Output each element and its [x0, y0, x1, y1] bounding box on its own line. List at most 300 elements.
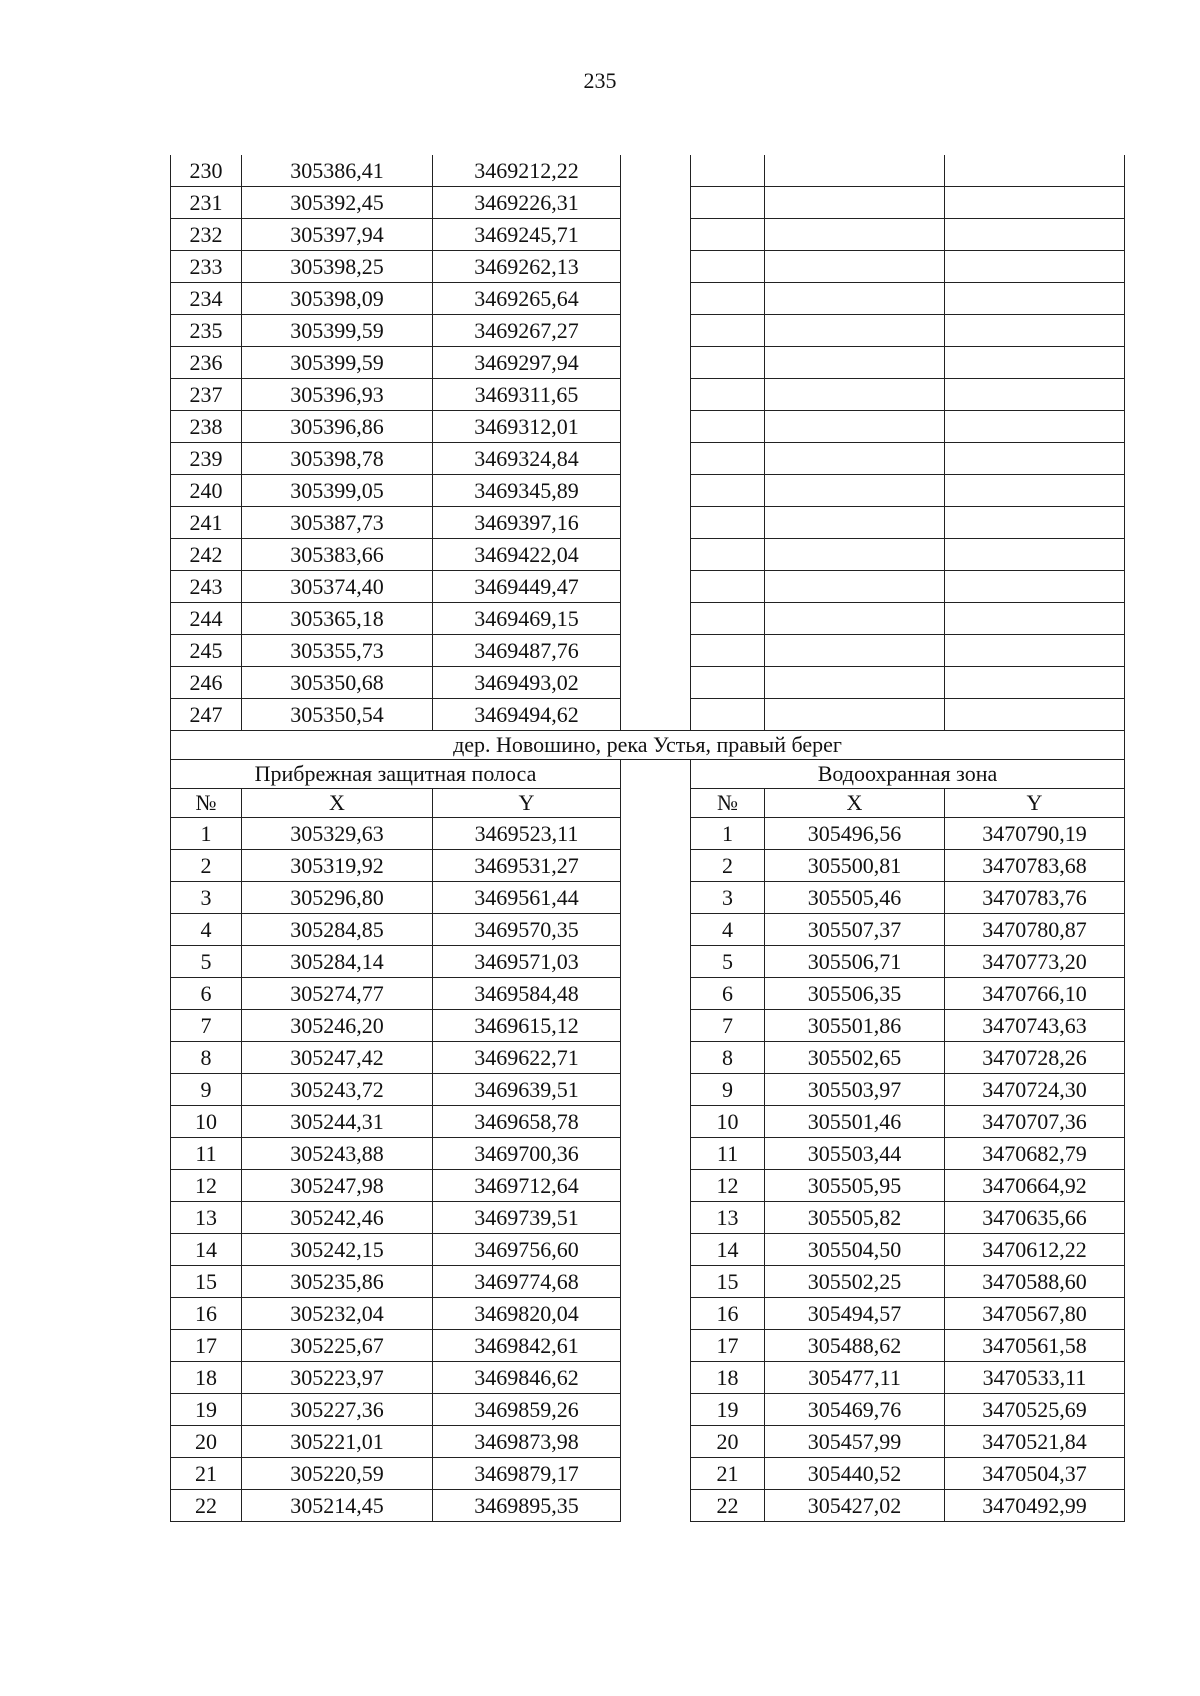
y-coordinate-cell: 3469846,62 [433, 1362, 621, 1394]
empty-cell [691, 443, 765, 475]
column-gap [621, 978, 691, 1010]
empty-cell [691, 283, 765, 315]
x-coordinate-cell: 305244,31 [242, 1106, 433, 1138]
empty-cell [765, 635, 945, 667]
x-coordinate-cell: 305383,66 [242, 539, 433, 571]
point-number-cell: 1 [691, 818, 765, 850]
table-row [171, 1074, 1125, 1106]
x-coordinate-cell: 305440,52 [765, 1458, 945, 1490]
table-row [171, 914, 1125, 946]
column-gap [621, 187, 691, 219]
x-coordinate-cell: 305223,97 [242, 1362, 433, 1394]
column-gap [621, 379, 691, 411]
y-coordinate-cell: 3469842,61 [433, 1330, 621, 1362]
x-coordinate-cell: 305501,46 [765, 1106, 945, 1138]
point-number-cell: 234 [171, 283, 242, 315]
point-number-cell: 3 [171, 882, 242, 914]
point-number-cell: 21 [691, 1458, 765, 1490]
y-coordinate-cell: 3469226,31 [433, 187, 621, 219]
point-number-cell: 246 [171, 667, 242, 699]
column-gap [621, 818, 691, 850]
point-number-cell: 247 [171, 699, 242, 731]
y-coordinate-cell: 3469615,12 [433, 1010, 621, 1042]
empty-cell [945, 571, 1125, 603]
x-coordinate-cell: 305242,46 [242, 1202, 433, 1234]
y-coordinate-cell: 3470492,99 [945, 1490, 1125, 1522]
empty-cell [765, 315, 945, 347]
y-coordinate-cell: 3470773,20 [945, 946, 1125, 978]
x-coordinate-cell: 305242,15 [242, 1234, 433, 1266]
point-number-cell: 8 [171, 1042, 242, 1074]
point-number-cell: 244 [171, 603, 242, 635]
y-coordinate-cell: 3470743,63 [945, 1010, 1125, 1042]
table-row [171, 699, 1125, 731]
column-gap [621, 315, 691, 347]
table-row [171, 411, 1125, 443]
y-coordinate-cell: 3470525,69 [945, 1394, 1125, 1426]
table-row [171, 219, 1125, 251]
point-number-cell: 3 [691, 882, 765, 914]
x-coordinate-cell: 305247,98 [242, 1170, 433, 1202]
table-row [171, 1266, 1125, 1298]
point-number-cell: 231 [171, 187, 242, 219]
column-gap [621, 219, 691, 251]
empty-cell [945, 379, 1125, 411]
point-number-cell: 18 [691, 1362, 765, 1394]
column-gap [621, 1042, 691, 1074]
x-coordinate-cell: 305494,57 [765, 1298, 945, 1330]
point-number-cell: 8 [691, 1042, 765, 1074]
x-coordinate-cell: 305221,01 [242, 1426, 433, 1458]
y-coordinate-cell: 3470682,79 [945, 1138, 1125, 1170]
empty-cell [691, 315, 765, 347]
y-coordinate-cell: 3470724,30 [945, 1074, 1125, 1106]
empty-cell [945, 603, 1125, 635]
column-gap [621, 1074, 691, 1106]
empty-cell [765, 379, 945, 411]
empty-cell [765, 571, 945, 603]
right-header-x: X [765, 789, 945, 818]
empty-cell [691, 571, 765, 603]
point-number-cell: 13 [691, 1202, 765, 1234]
x-coordinate-cell: 305220,59 [242, 1458, 433, 1490]
empty-cell [691, 219, 765, 251]
y-coordinate-cell: 3469487,76 [433, 635, 621, 667]
point-number-cell: 4 [691, 914, 765, 946]
point-number-cell: 11 [691, 1138, 765, 1170]
x-coordinate-cell: 305399,59 [242, 315, 433, 347]
point-number-cell: 236 [171, 347, 242, 379]
y-coordinate-cell: 3469561,44 [433, 882, 621, 914]
column-gap [621, 699, 691, 731]
point-number-cell: 242 [171, 539, 242, 571]
y-coordinate-cell: 3470728,26 [945, 1042, 1125, 1074]
y-coordinate-cell: 3469397,16 [433, 507, 621, 539]
x-coordinate-cell: 305296,80 [242, 882, 433, 914]
table-row [171, 187, 1125, 219]
column-gap [621, 603, 691, 635]
empty-cell [945, 475, 1125, 507]
point-number-cell: 16 [171, 1298, 242, 1330]
point-number-cell: 7 [691, 1010, 765, 1042]
x-coordinate-cell: 305457,99 [765, 1426, 945, 1458]
y-coordinate-cell: 3470561,58 [945, 1330, 1125, 1362]
x-coordinate-cell: 305329,63 [242, 818, 433, 850]
y-coordinate-cell: 3469570,35 [433, 914, 621, 946]
x-coordinate-cell: 305503,97 [765, 1074, 945, 1106]
point-number-cell: 1 [171, 818, 242, 850]
column-gap [621, 1458, 691, 1490]
empty-cell [765, 411, 945, 443]
x-coordinate-cell: 305398,25 [242, 251, 433, 283]
x-coordinate-cell: 305386,41 [242, 155, 433, 187]
y-coordinate-cell: 3469658,78 [433, 1106, 621, 1138]
empty-cell [765, 219, 945, 251]
x-coordinate-cell: 305365,18 [242, 603, 433, 635]
table-row [171, 1298, 1125, 1330]
column-gap [621, 251, 691, 283]
y-coordinate-cell: 3470780,87 [945, 914, 1125, 946]
y-coordinate-cell: 3469449,47 [433, 571, 621, 603]
table-row [171, 1202, 1125, 1234]
column-gap [621, 1170, 691, 1202]
right-header-no: № [691, 789, 765, 818]
y-coordinate-cell: 3470567,80 [945, 1298, 1125, 1330]
column-gap [621, 1266, 691, 1298]
point-number-cell: 15 [171, 1266, 242, 1298]
x-coordinate-cell: 305506,71 [765, 946, 945, 978]
point-number-cell: 7 [171, 1010, 242, 1042]
x-coordinate-cell: 305469,76 [765, 1394, 945, 1426]
column-gap [621, 1490, 691, 1522]
point-number-cell: 241 [171, 507, 242, 539]
left-block-title: Прибрежная защитная полоса [171, 760, 621, 789]
x-coordinate-cell: 305488,62 [765, 1330, 945, 1362]
y-coordinate-cell: 3469774,68 [433, 1266, 621, 1298]
x-coordinate-cell: 305427,02 [765, 1490, 945, 1522]
x-coordinate-cell: 305274,77 [242, 978, 433, 1010]
column-gap [621, 914, 691, 946]
x-coordinate-cell: 305502,65 [765, 1042, 945, 1074]
table-row [171, 946, 1125, 978]
y-coordinate-cell: 3470504,37 [945, 1458, 1125, 1490]
column-gap [621, 283, 691, 315]
page-number: 235 [583, 68, 617, 93]
left-header-x: X [242, 789, 433, 818]
empty-cell [691, 667, 765, 699]
empty-cell [945, 411, 1125, 443]
x-coordinate-cell: 305500,81 [765, 850, 945, 882]
y-coordinate-cell: 3469879,17 [433, 1458, 621, 1490]
empty-cell [765, 155, 945, 187]
point-number-cell: 5 [171, 946, 242, 978]
column-gap [621, 1330, 691, 1362]
table-row [171, 635, 1125, 667]
y-coordinate-cell: 3469739,51 [433, 1202, 621, 1234]
x-coordinate-cell: 305397,94 [242, 219, 433, 251]
empty-cell [691, 539, 765, 571]
point-number-cell: 20 [171, 1426, 242, 1458]
empty-cell [945, 635, 1125, 667]
empty-cell [765, 603, 945, 635]
empty-cell [691, 411, 765, 443]
point-number-cell: 16 [691, 1298, 765, 1330]
column-gap [621, 411, 691, 443]
top-rows [171, 155, 1125, 731]
right-block-title: Водоохранная зона [691, 760, 1125, 789]
empty-cell [765, 251, 945, 283]
point-number-cell: 2 [691, 850, 765, 882]
empty-cell [945, 443, 1125, 475]
column-gap [621, 635, 691, 667]
y-coordinate-cell: 3469324,84 [433, 443, 621, 475]
point-number-cell: 9 [691, 1074, 765, 1106]
x-coordinate-cell: 305235,86 [242, 1266, 433, 1298]
column-gap [621, 789, 691, 818]
y-coordinate-cell: 3469622,71 [433, 1042, 621, 1074]
point-number-cell: 15 [691, 1266, 765, 1298]
table-row [171, 667, 1125, 699]
y-coordinate-cell: 3469265,64 [433, 283, 621, 315]
y-coordinate-cell: 3469584,48 [433, 978, 621, 1010]
point-number-cell: 21 [171, 1458, 242, 1490]
empty-cell [765, 699, 945, 731]
x-coordinate-cell: 305284,14 [242, 946, 433, 978]
table-row [171, 1234, 1125, 1266]
point-number-cell: 4 [171, 914, 242, 946]
column-gap [621, 1298, 691, 1330]
point-number-cell: 12 [691, 1170, 765, 1202]
empty-cell [945, 347, 1125, 379]
point-number-cell: 19 [171, 1394, 242, 1426]
y-coordinate-cell: 3469262,13 [433, 251, 621, 283]
y-coordinate-cell: 3469756,60 [433, 1234, 621, 1266]
x-coordinate-cell: 305399,59 [242, 347, 433, 379]
y-coordinate-cell: 3470521,84 [945, 1426, 1125, 1458]
empty-cell [945, 251, 1125, 283]
empty-cell [765, 283, 945, 315]
table-row [171, 507, 1125, 539]
x-coordinate-cell: 305505,95 [765, 1170, 945, 1202]
y-coordinate-cell: 3469895,35 [433, 1490, 621, 1522]
y-coordinate-cell: 3470783,68 [945, 850, 1125, 882]
y-coordinate-cell: 3470533,11 [945, 1362, 1125, 1394]
table-row [171, 155, 1125, 187]
table-row [171, 603, 1125, 635]
empty-cell [765, 539, 945, 571]
column-gap [621, 1362, 691, 1394]
table-row [171, 539, 1125, 571]
table-row [171, 571, 1125, 603]
point-number-cell: 14 [691, 1234, 765, 1266]
table-row [171, 1106, 1125, 1138]
x-coordinate-cell: 305505,82 [765, 1202, 945, 1234]
point-number-cell: 14 [171, 1234, 242, 1266]
y-coordinate-cell: 3470707,36 [945, 1106, 1125, 1138]
y-coordinate-cell: 3469494,62 [433, 699, 621, 731]
y-coordinate-cell: 3470635,66 [945, 1202, 1125, 1234]
x-coordinate-cell: 305225,67 [242, 1330, 433, 1362]
table-row [171, 251, 1125, 283]
y-coordinate-cell: 3469469,15 [433, 603, 621, 635]
point-number-cell: 10 [691, 1106, 765, 1138]
point-number-cell: 12 [171, 1170, 242, 1202]
y-coordinate-cell: 3469571,03 [433, 946, 621, 978]
empty-cell [945, 539, 1125, 571]
x-coordinate-cell: 305284,85 [242, 914, 433, 946]
y-coordinate-cell: 3469639,51 [433, 1074, 621, 1106]
x-coordinate-cell: 305319,92 [242, 850, 433, 882]
point-number-cell: 232 [171, 219, 242, 251]
column-gap [621, 667, 691, 699]
point-number-cell: 230 [171, 155, 242, 187]
column-gap [621, 1106, 691, 1138]
y-coordinate-cell: 3469493,02 [433, 667, 621, 699]
section-header [171, 731, 1125, 818]
empty-cell [945, 219, 1125, 251]
x-coordinate-cell: 305392,45 [242, 187, 433, 219]
table-row [171, 1394, 1125, 1426]
y-coordinate-cell: 3469820,04 [433, 1298, 621, 1330]
point-number-cell: 22 [691, 1490, 765, 1522]
empty-cell [945, 283, 1125, 315]
empty-cell [765, 443, 945, 475]
coordinates-table [170, 155, 1125, 1522]
table-row [171, 347, 1125, 379]
point-number-cell: 6 [691, 978, 765, 1010]
x-coordinate-cell: 305350,68 [242, 667, 433, 699]
x-coordinate-cell: 305504,50 [765, 1234, 945, 1266]
x-coordinate-cell: 305243,88 [242, 1138, 433, 1170]
y-coordinate-cell: 3469531,27 [433, 850, 621, 882]
bottom-rows [171, 818, 1125, 1522]
y-coordinate-cell: 3469859,26 [433, 1394, 621, 1426]
point-number-cell: 13 [171, 1202, 242, 1234]
y-coordinate-cell: 3469312,01 [433, 411, 621, 443]
empty-cell [765, 347, 945, 379]
point-number-cell: 240 [171, 475, 242, 507]
y-coordinate-cell: 3470664,92 [945, 1170, 1125, 1202]
y-coordinate-cell: 3469422,04 [433, 539, 621, 571]
x-coordinate-cell: 305477,11 [765, 1362, 945, 1394]
x-coordinate-cell: 305350,54 [242, 699, 433, 731]
point-number-cell: 9 [171, 1074, 242, 1106]
empty-cell [691, 155, 765, 187]
y-coordinate-cell: 3469712,64 [433, 1170, 621, 1202]
empty-cell [765, 475, 945, 507]
y-coordinate-cell: 3470588,60 [945, 1266, 1125, 1298]
column-gap [621, 946, 691, 978]
table-row [171, 315, 1125, 347]
x-coordinate-cell: 305399,05 [242, 475, 433, 507]
table-row [171, 1010, 1125, 1042]
x-coordinate-cell: 305243,72 [242, 1074, 433, 1106]
table-row [171, 1042, 1125, 1074]
point-number-cell: 11 [171, 1138, 242, 1170]
point-number-cell: 17 [691, 1330, 765, 1362]
y-coordinate-cell: 3470766,10 [945, 978, 1125, 1010]
x-coordinate-cell: 305507,37 [765, 914, 945, 946]
x-coordinate-cell: 305398,78 [242, 443, 433, 475]
point-number-cell: 20 [691, 1426, 765, 1458]
point-number-cell: 5 [691, 946, 765, 978]
point-number-cell: 237 [171, 379, 242, 411]
empty-cell [945, 187, 1125, 219]
x-coordinate-cell: 305374,40 [242, 571, 433, 603]
column-gap [621, 539, 691, 571]
table-row [171, 1426, 1125, 1458]
y-coordinate-cell: 3469523,11 [433, 818, 621, 850]
y-coordinate-cell: 3469311,65 [433, 379, 621, 411]
empty-cell [765, 667, 945, 699]
empty-cell [691, 635, 765, 667]
table-row [171, 1362, 1125, 1394]
table-row [171, 443, 1125, 475]
x-coordinate-cell: 305506,35 [765, 978, 945, 1010]
x-coordinate-cell: 305496,56 [765, 818, 945, 850]
point-number-cell: 22 [171, 1490, 242, 1522]
column-gap [621, 1010, 691, 1042]
x-coordinate-cell: 305505,46 [765, 882, 945, 914]
y-coordinate-cell: 3469245,71 [433, 219, 621, 251]
y-coordinate-cell: 3469212,22 [433, 155, 621, 187]
column-gap [621, 850, 691, 882]
column-gap [621, 347, 691, 379]
point-number-cell: 233 [171, 251, 242, 283]
column-gap [621, 1394, 691, 1426]
empty-cell [945, 155, 1125, 187]
y-coordinate-cell: 3469267,27 [433, 315, 621, 347]
x-coordinate-cell: 305387,73 [242, 507, 433, 539]
empty-cell [945, 699, 1125, 731]
table-row [171, 283, 1125, 315]
x-coordinate-cell: 305355,73 [242, 635, 433, 667]
point-number-cell: 17 [171, 1330, 242, 1362]
section-title: дер. Новошино, река Устья, правый берег [171, 731, 1125, 760]
empty-cell [691, 699, 765, 731]
empty-cell [765, 507, 945, 539]
table-row [171, 1490, 1125, 1522]
column-gap [621, 443, 691, 475]
left-header-no: № [171, 789, 242, 818]
table-row [171, 379, 1125, 411]
column-gap [621, 507, 691, 539]
table-row [171, 1458, 1125, 1490]
point-number-cell: 6 [171, 978, 242, 1010]
x-coordinate-cell: 305398,09 [242, 283, 433, 315]
column-gap [621, 1138, 691, 1170]
right-header-y: Y [945, 789, 1125, 818]
x-coordinate-cell: 305501,86 [765, 1010, 945, 1042]
table-row [171, 1138, 1125, 1170]
empty-cell [691, 379, 765, 411]
point-number-cell: 243 [171, 571, 242, 603]
point-number-cell: 10 [171, 1106, 242, 1138]
empty-cell [945, 315, 1125, 347]
column-gap [621, 1202, 691, 1234]
empty-cell [691, 507, 765, 539]
point-number-cell: 238 [171, 411, 242, 443]
empty-cell [945, 667, 1125, 699]
point-number-cell: 239 [171, 443, 242, 475]
x-coordinate-cell: 305396,86 [242, 411, 433, 443]
point-number-cell: 235 [171, 315, 242, 347]
y-coordinate-cell: 3469345,89 [433, 475, 621, 507]
empty-cell [691, 347, 765, 379]
table-row [171, 1170, 1125, 1202]
x-coordinate-cell: 305246,20 [242, 1010, 433, 1042]
x-coordinate-cell: 305503,44 [765, 1138, 945, 1170]
